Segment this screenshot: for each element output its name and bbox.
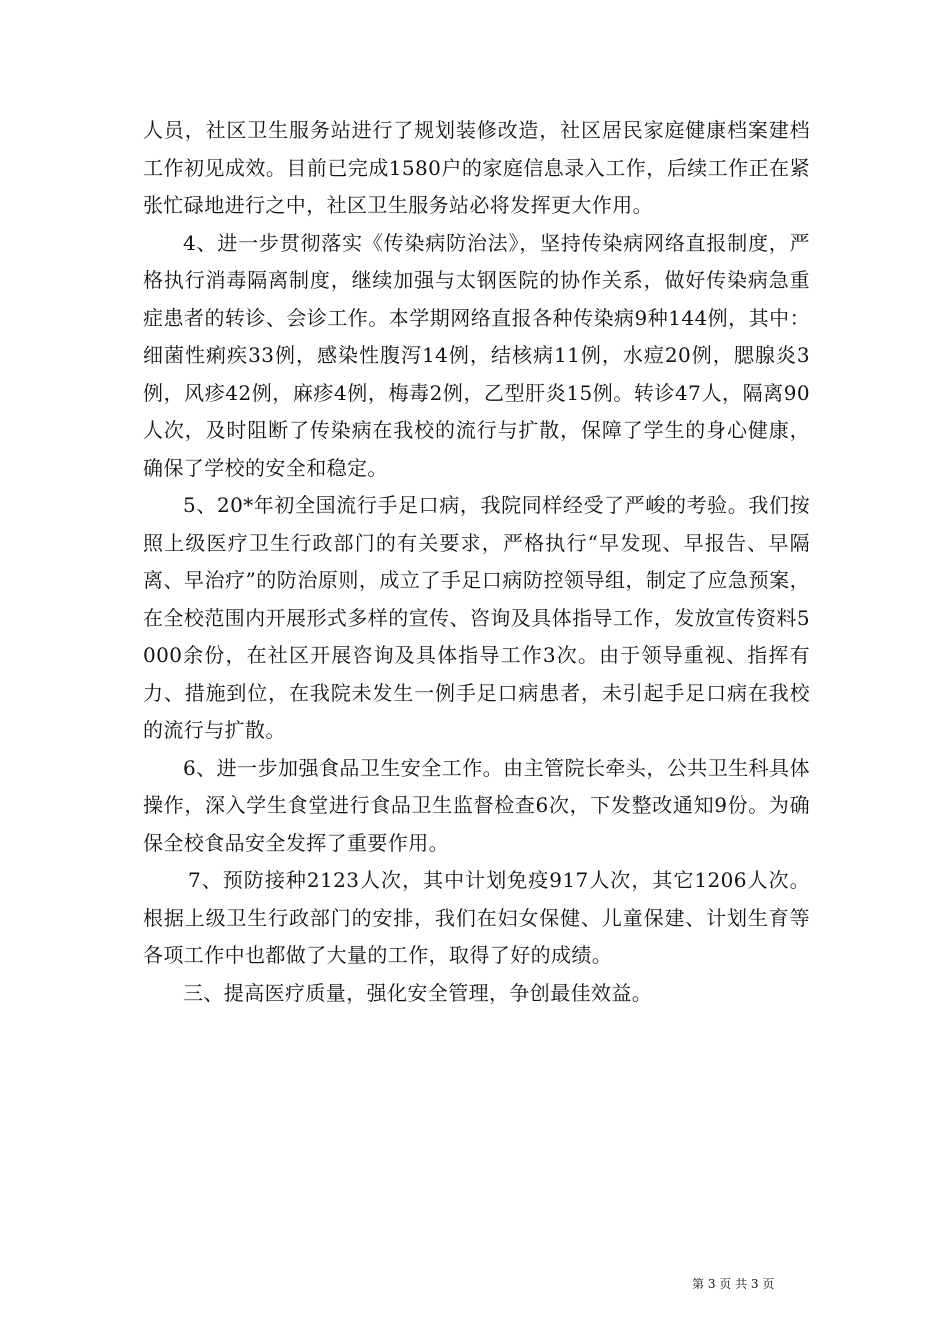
document-body: [143, 112, 810, 1012]
paragraph-continuation: 人员，社区卫生服务站进行了规划装修改造，社区居民家庭健康档案建档工作初见成效。目前已完成1580户的家庭信息录入工作，后续工作正在紧张忙碌地进行之中，社区卫生服务站必将发挥更大作用。: [143, 118, 810, 217]
paragraph-item-6: 6、进一步加强食品卫生安全工作。由主管院长牵头，公共卫生科具体操作，深入学生食堂进行食品卫生监督检查6次，下发整改通知9份。为确保全校食品安全发挥了重要作用。: [143, 755, 810, 855]
page-number: 第 3 页 共 3 页: [692, 1277, 775, 1291]
paragraph-item-5: 5、20*年初全国流行手足口病，我院同样经受了严峻的考验。我们按照上级医疗卫生行政部门的有关要求，严格执行“早发现、早报告、早隔离、早治疗”的防治原则，成立了手足口病防控领导组，制定了应急预案，在全校范围内开展形式多样的宣传、咨询及具体指导工作，发放宣传资料5000余份，在社区开展咨询及具体指导工作3次。由于领导重视、指挥有力、措施到位，在我院未发生一例手足口病患者，未引起手足口病在我校的流行与扩散。: [143, 493, 810, 742]
paragraph-item-4: 4、进一步贯彻落实《传染病防治法》，坚持传染病网络直报制度，严格执行消毒隔离制度，继续加强与太钢医院的协作关系，做好传染病急重症患者的转诊、会诊工作。本学期网络直报各种传染病9种144例，其中：细菌性痢疾33例，感染性腹泻14例，结核病11例，水痘20例，腮腺炎3例，风疹42例，麻疹4例，梅毒2例，乙型肝炎15例。转诊47人，隔离90人次，及时阻断了传染病在我校的流行与扩散，保障了学生的身心健康，确保了学校的安全和稳定。: [143, 230, 810, 480]
section-heading-3: 三、提高医疗质量，强化安全管理，争创最佳效益。: [183, 980, 653, 1005]
paragraph-item-7: 7、预防接种2123人次，其中计划免疫917人次，其它1206人次。根据上级卫生行政部门的安排，我们在妇女保健、儿童保建、计划生育等各项工作中也都做了大量的工作，取得了好的成绩。: [143, 868, 810, 967]
